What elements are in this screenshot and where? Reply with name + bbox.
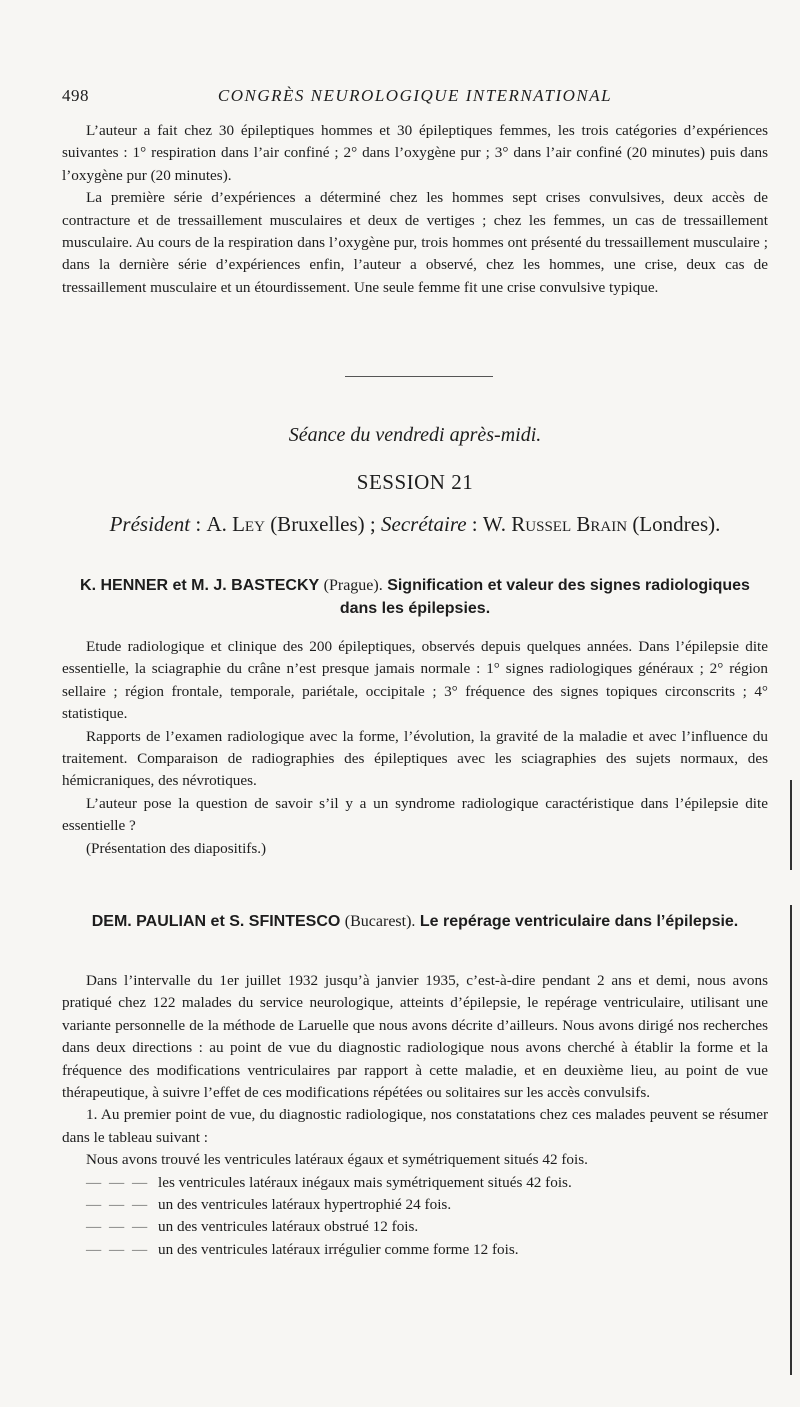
dash-marker: — — — bbox=[86, 1196, 150, 1214]
session-officers: Président : A. Ley (Bruxelles) ; Secrétaire : W. Russel Brain (Londres). bbox=[109, 512, 721, 536]
list-item: — — — les ventricules latéraux inégaux mais symétriquement situés 42 fois. bbox=[62, 1172, 768, 1194]
paragraph: Etude radiologique et clinique des 200 épileptiques, observés depuis quelques années. Dans l’épilepsie dite essentielle, la sciagraphie du crâne n’est presque jamais normale : 1° signes radiologiques généraux ; 2° région sellaire ; région frontale, temporale, pariétale, occipitale ; 3° fréquence des signes topiques circonscrits ; 4° statistique. bbox=[62, 638, 768, 723]
secretary-label: Secrétaire bbox=[381, 512, 467, 536]
session-title: SESSION 21 bbox=[356, 470, 474, 494]
report-body bbox=[62, 636, 768, 860]
paragraph: Nous avons trouvé les ventricules latéraux égaux et symétriquement situés 42 fois. bbox=[86, 1151, 588, 1169]
dash-marker: — — — bbox=[86, 1240, 150, 1258]
list-item: — — — un des ventricules latéraux irrégulier comme forme 12 fois. bbox=[62, 1239, 768, 1261]
seance-title: Séance du vendredi après-midi. bbox=[288, 424, 542, 446]
findings-list bbox=[62, 1172, 768, 1262]
report-title: Signification et valeur des signes radiologiques dans les épilepsies. bbox=[339, 577, 750, 617]
dash-marker: — — — bbox=[86, 1218, 150, 1236]
page-number: 498 bbox=[62, 86, 89, 105]
paragraph: La première série d’expériences a déterminé chez les hommes sept crises convulsives, deux accès de contracture et de tressaillement musculaires et deux de vertiges ; chez les femmes, un cas de tressaillement musculaire. Au cours de la respiration dans l’oxygène pur, trois hommes ont présenté du tressaillement musculaire ; dans la dernière série d’expériences enfin, l’auteur a observé, chez les hommes, une crise, deux cas de tressaillement musculaire et un étourdissement. Une seule femme fit une crise convulsive typique. bbox=[62, 189, 768, 296]
scan-edge-line bbox=[790, 780, 792, 870]
running-title: CONGRÈS NEUROLOGIQUE INTERNATIONAL bbox=[217, 86, 613, 105]
paragraph: Rapports de l’examen radiologique avec la forme, l’évolution, la gravité de la maladie et avec l’influence du traitement. Comparaison de radiographies des épileptiques avec les sciagraphies des sujets normaux, des hémicraniques, des névrotiques. bbox=[62, 727, 768, 790]
president-name: A. Ley bbox=[206, 512, 265, 536]
dash-marker: — — — bbox=[86, 1173, 150, 1191]
section-divider bbox=[345, 376, 493, 377]
list-item: — — — un des ventricules latéraux obstrué 12 fois. bbox=[62, 1216, 768, 1238]
report-place: (Bucarest). bbox=[344, 913, 416, 930]
report-place: (Prague). bbox=[323, 577, 383, 594]
scan-edge-line bbox=[790, 905, 792, 1375]
paragraph: 1. Au premier point de vue, du diagnostic radiologique, nos constatations chez ces malades peuvent se résumer dans le tableau suivant : bbox=[62, 1106, 768, 1146]
report-body bbox=[62, 970, 768, 1261]
paragraph: (Présentation des diapositifs.) bbox=[86, 839, 267, 857]
report-authors: DEM. PAULIAN et S. SFINTESCO bbox=[91, 913, 341, 930]
list-item: — — — un des ventricules latéraux hypertrophié 24 fois. bbox=[62, 1194, 768, 1216]
report-title: Le repérage ventriculaire dans l’épilepsie. bbox=[419, 913, 739, 930]
paragraph: Dans l’intervalle du 1er juillet 1932 jusqu’à janvier 1935, c’est-à-dire pendant 2 ans et demi, nous avons pratiqué chez 122 malades du service neurologique, atteints d’épilepsie, le repérage ventriculaire, utilisant une variante personnelle de la méthode de Laruelle que nous avons décrite d’ailleurs. Nous avons dirigé nos recherches dans deux directions : au point de vue du diagnostic radiologique nous avons cherché à établir la forme et la fréquence des modifications ventriculaires par rapport à cette maladie, et en deuxième lieu, au point de vue thérapeutique, à suivre l’effet de ces modifications répétées ou solitaires sur les accès convulsifs. bbox=[62, 972, 768, 1102]
paragraph: L’auteur a fait chez 30 épileptiques hommes et 30 épileptiques femmes, les trois catégories d’expériences suivantes : 1° respiration dans l’air confiné ; 2° dans l’oxygène pur ; 3° dans l’air confiné (20 minutes) puis dans l’oxygène pur (20 minutes). bbox=[62, 122, 768, 184]
report-heading bbox=[62, 574, 768, 620]
intro-text bbox=[62, 120, 768, 299]
secretary-name: W. Russel Brain bbox=[482, 512, 628, 536]
report-heading bbox=[62, 910, 768, 933]
president-city: (Bruxelles) bbox=[270, 512, 365, 536]
paragraph: L’auteur pose la question de savoir s’il y a un syndrome radiologique caractéristique dans l’épilepsie dite essentielle ? bbox=[62, 794, 768, 835]
secretary-city: (Londres) bbox=[632, 512, 716, 536]
president-label: Président bbox=[109, 512, 191, 536]
report-authors: K. HENNER et M. J. BASTECKY bbox=[80, 577, 320, 594]
